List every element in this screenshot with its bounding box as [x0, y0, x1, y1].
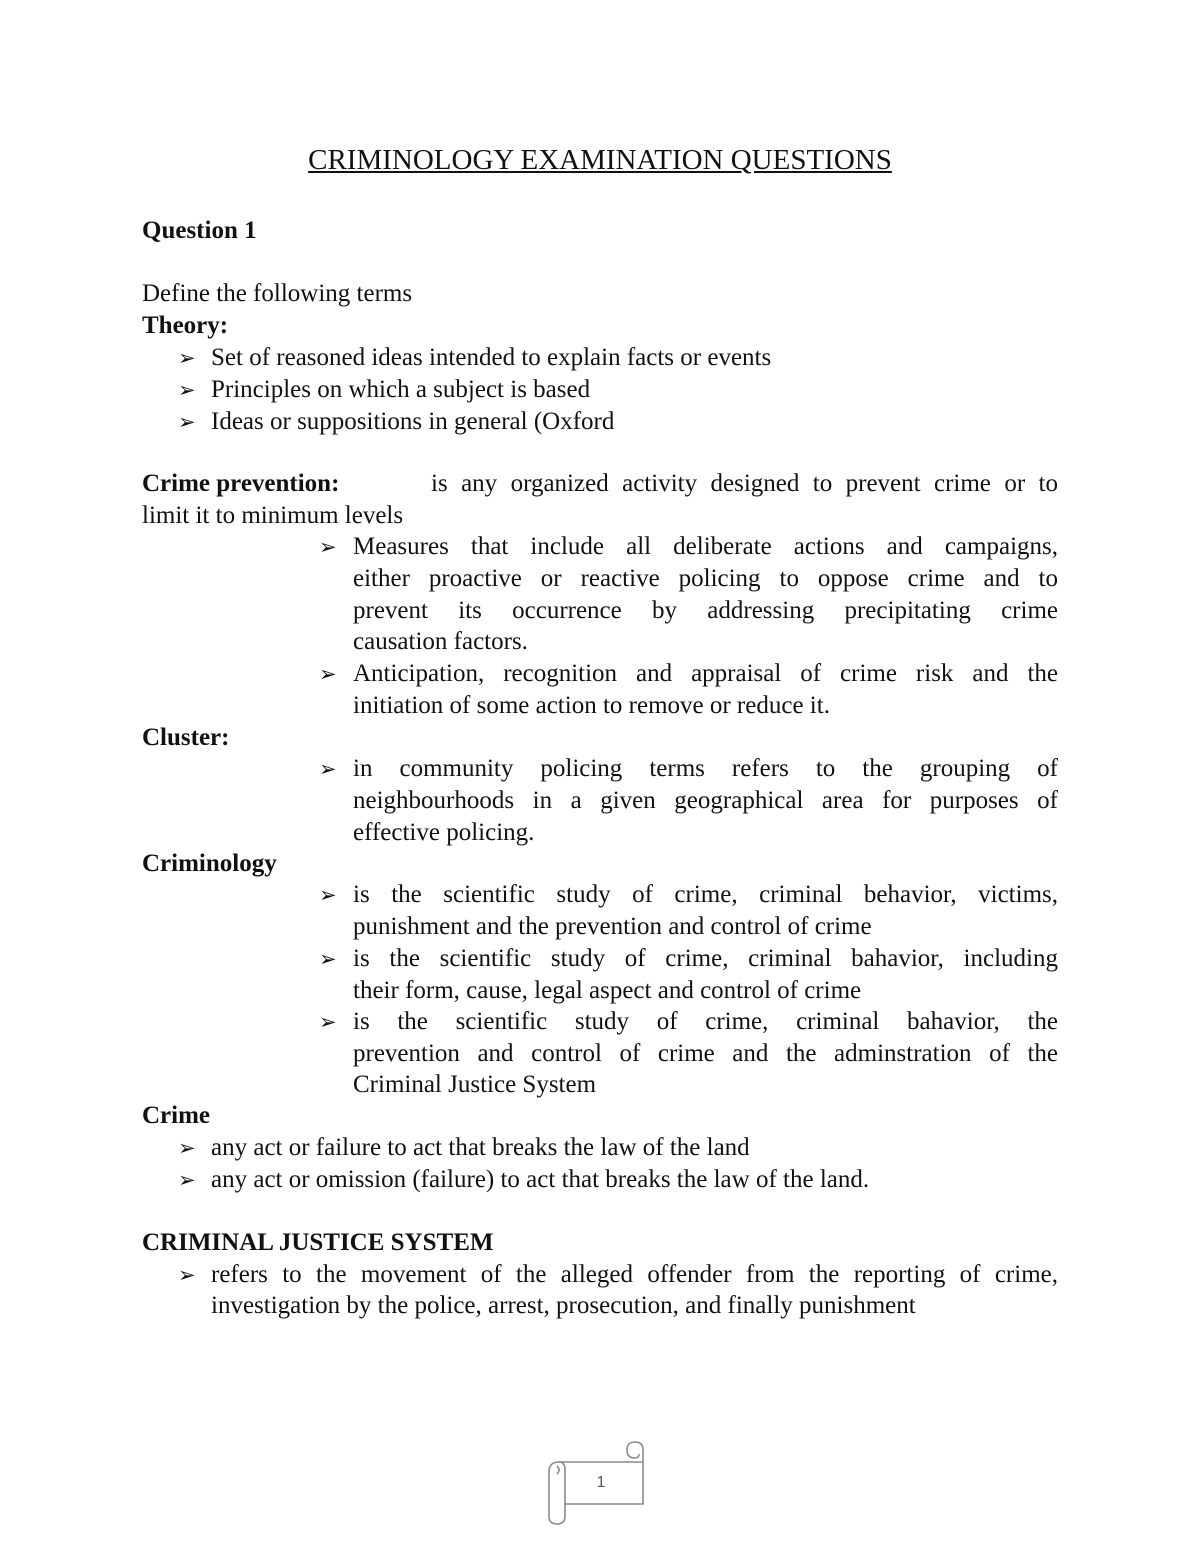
term-crime-prevention: Crime prevention:	[142, 470, 340, 497]
criminology-bullet-line: their form, cause, legal aspect and control of crime	[353, 977, 862, 1004]
crime-prevention-bullet-line: causation factors.	[353, 628, 528, 655]
term-cluster: Cluster:	[142, 724, 230, 751]
cluster-bullet-line: in community policing terms refers to the grouping of	[353, 755, 1058, 782]
crime-bullet: any act or failure to act that breaks the law of the land	[211, 1134, 750, 1161]
criminology-bullet-line: Criminal Justice System	[353, 1071, 597, 1098]
arrow-bullet-icon: ➢	[178, 346, 196, 370]
criminology-bullet-line: punishment and the prevention and control of crime	[353, 913, 872, 940]
arrow-bullet-icon: ➢	[319, 947, 337, 971]
criminology-bullet-line: is the scientific study of crime, criminal bahavior, including	[353, 945, 1058, 972]
arrow-bullet-icon: ➢	[178, 378, 196, 402]
crime-prevention-definition-cont: limit it to minimum levels	[142, 502, 404, 529]
theory-bullet: Ideas or suppositions in general (Oxford	[211, 408, 615, 435]
arrow-bullet-icon: ➢	[319, 535, 337, 559]
crime-prevention-bullet-line: Measures that include all deliberate actions and campaigns,	[353, 533, 1058, 560]
arrow-bullet-icon: ➢	[178, 1168, 196, 1192]
arrow-bullet-icon: ➢	[178, 410, 196, 434]
theory-bullet: Set of reasoned ideas intended to explain facts or events	[211, 344, 772, 371]
arrow-bullet-icon: ➢	[319, 1010, 337, 1034]
arrow-bullet-icon: ➢	[178, 1136, 196, 1160]
crime-prevention-definition: is any organized activity designed to prevent crime or to	[431, 470, 1058, 497]
question-heading: Question 1	[142, 217, 257, 244]
crime-prevention-bullet-line: either proactive or reactive policing to oppose crime and to	[353, 565, 1058, 592]
criminology-bullet-line: prevention and control of crime and the adminstration of the	[353, 1040, 1058, 1067]
cjs-bullet-line: refers to the movement of the alleged offender from the reporting of crime,	[211, 1261, 1058, 1288]
criminology-bullet-line: is the scientific study of crime, criminal behavior, victims,	[353, 881, 1058, 908]
crime-prevention-bullet-line: initiation of some action to remove or reduce it.	[353, 692, 830, 719]
page-number: 1	[596, 1474, 606, 1491]
arrow-bullet-icon: ➢	[319, 757, 337, 781]
cluster-bullet-line: neighbourhoods in a given geographical area for purposes of	[353, 787, 1058, 814]
arrow-bullet-icon: ➢	[319, 883, 337, 907]
crime-prevention-bullet-line: Anticipation, recognition and appraisal of crime risk and the	[353, 660, 1058, 687]
crime-prevention-bullet-line: prevent its occurrence by addressing precipitating crime	[353, 597, 1058, 624]
arrow-bullet-icon: ➢	[319, 662, 337, 686]
instruction-text: Define the following terms	[142, 280, 413, 307]
cluster-bullet-line: effective policing.	[353, 819, 535, 846]
cjs-bullet-line: investigation by the police, arrest, prosecution, and finally punishment	[211, 1292, 916, 1319]
arrow-bullet-icon: ➢	[178, 1263, 196, 1287]
term-criminology: Criminology	[142, 850, 277, 877]
criminology-bullet-line: is the scientific study of crime, criminal bahavior, the	[353, 1008, 1058, 1035]
crime-bullet: any act or omission (failure) to act that breaks the law of the land.	[211, 1166, 870, 1193]
document-title: CRIMINOLOGY EXAMINATION QUESTIONS	[308, 144, 892, 176]
theory-bullet: Principles on which a subject is based	[211, 376, 591, 403]
term-criminal-justice-system: CRIMINAL JUSTICE SYSTEM	[142, 1229, 494, 1256]
term-crime: Crime	[142, 1102, 211, 1129]
term-theory: Theory:	[142, 312, 229, 339]
